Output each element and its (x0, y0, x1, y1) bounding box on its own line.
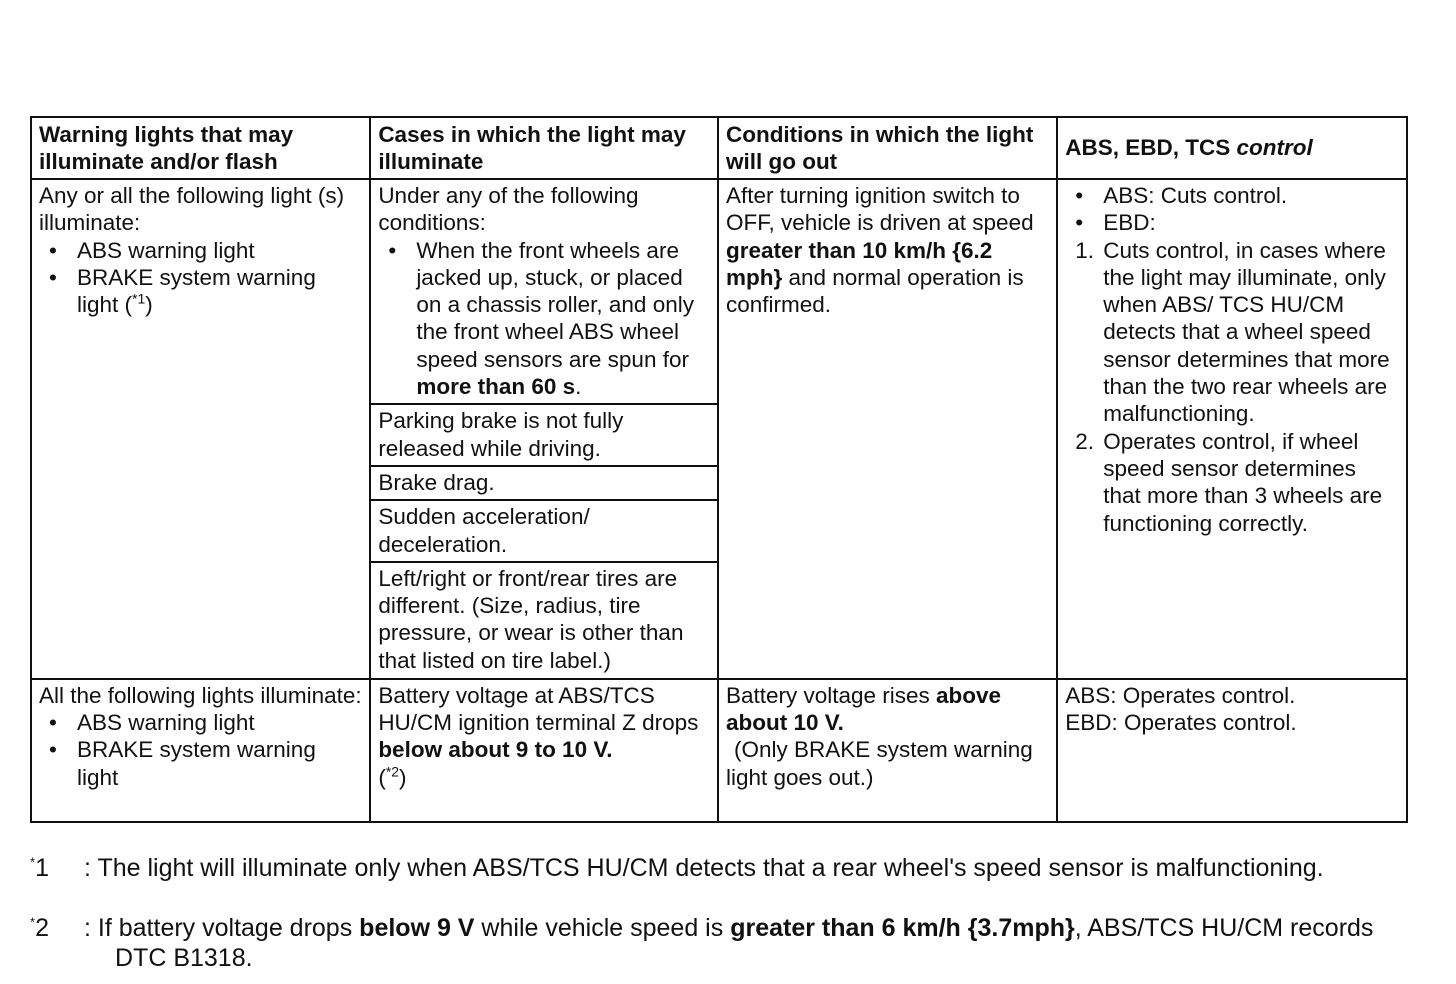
row2-condition-bold: above about 10 V. (725, 682, 1002, 736)
warning-light-table (30, 116, 1408, 823)
footnote-bold: greater than 6 km/h {3.7mph} (730, 914, 1075, 942)
footnote-number: 1 (35, 854, 49, 882)
row1-control-cell (1057, 179, 1407, 679)
row1-condition-text: After turning ignition switch to OFF, vehicle is driven at speed (725, 183, 1034, 236)
footnote-separator: : (84, 854, 98, 882)
row1-warning-intro: Any or all the following light (s) illuminate: (39, 183, 345, 236)
footnote-asterisk: * (30, 854, 36, 870)
row1-warning-cell (31, 179, 370, 679)
row1-case5-cell: Left/right or front/rear tires are different. (Size, radius, tire pressure, or wear is other than that listed on tire label.) (370, 562, 718, 679)
header-warning-lights: Warning lights that may illuminate and/or flash (31, 117, 370, 179)
row1-case3-cell: Brake drag. (370, 466, 718, 500)
row1-case1-list (378, 237, 710, 401)
list-number: 1. (1075, 237, 1095, 263)
list-item (1065, 428, 1399, 537)
row1-control-bullets (1065, 182, 1399, 237)
footnote-bold: below 9 V (359, 914, 475, 942)
footnote-mark (30, 853, 80, 883)
list-item: • ABS warning light (39, 709, 362, 736)
row1-condition-bold: greater than 10 km/h {6.2 mph} (725, 237, 993, 290)
footnote-body: The light will illuminate only when ABS/TCS HU/CM detects that a rear wheel's speed sensor is malfunctioning. (97, 854, 1324, 882)
row1-case1-end: . (575, 374, 582, 400)
row2-warning-cell (31, 679, 370, 822)
row1-condition-cell (718, 179, 1057, 679)
header-control-italic: control (1236, 135, 1313, 161)
list-item (39, 264, 362, 319)
row1-case1-cell (370, 179, 718, 404)
row2-case-cell (370, 679, 718, 822)
table-row (31, 179, 1407, 404)
row1-warning-list (39, 237, 362, 319)
row1-control-num2: Operates control, if wheel speed sensor determines that more than 3 wheels are functioning correctly. (1103, 428, 1383, 536)
footnote-body: while vehicle speed is (474, 914, 731, 942)
row1-control-num1: Cuts control, in cases where the light may illuminate, only when ABS/ TCS HU/CM detects that a wheel speed sensor determines that more than the two rear wheels are malfunctioning. (1103, 237, 1390, 427)
footnote-body: , ABS/TCS HU/CM records DTC B1318. (115, 914, 1374, 972)
header-control-label: ABS, EBD, TCS (1065, 135, 1237, 161)
footnote-mark (30, 913, 80, 943)
table-row (31, 679, 1407, 822)
list-item: • EBD: (1065, 209, 1399, 236)
row2-case-close: ) (399, 764, 407, 790)
row1-condition-end: and normal operation is confirmed. (725, 264, 1024, 318)
row2-control-line1: ABS: Operates control. (1065, 682, 1296, 708)
row1-case1-intro: Under any of the following conditions: (378, 183, 639, 236)
row2-control-line2: EBD: Operates control. (1065, 710, 1297, 736)
row1-case2-cell: Parking brake is not fully released while driving. (370, 404, 718, 466)
footnote-separator: : (84, 914, 98, 942)
footnote-body: If battery voltage drops (97, 914, 360, 942)
row1-warning-item2-close: ) (145, 292, 153, 318)
list-item: • ABS: Cuts control. (1065, 182, 1399, 209)
footnote-ref: *1 (132, 290, 146, 307)
footnote-number: 2 (35, 914, 49, 942)
row1-case1-text: When the front wheels are jacked up, stuck, or placed on a chassis roller, and only the front wheel ABS wheel speed sensors are spun for (416, 237, 694, 372)
header-control (1057, 117, 1407, 179)
table-header-row (31, 117, 1407, 179)
footnote-text (84, 853, 1424, 883)
row2-condition-cell (718, 679, 1057, 822)
row2-case-open: ( (378, 764, 386, 790)
row2-case-text: Battery voltage at ABS/TCS HU/CM ignition terminal Z drops (378, 682, 699, 736)
row2-control-cell (1057, 679, 1407, 822)
row2-warning-list (39, 709, 362, 791)
row1-warning-item2: BRAKE system warning light ( (77, 264, 316, 318)
row1-case4-cell: Sudden acceleration/ deceleration. (370, 500, 718, 562)
row1-control-numbered (1065, 237, 1399, 537)
header-conditions: Conditions in which the light will go out (718, 117, 1057, 179)
list-item: • ABS warning light (39, 237, 362, 264)
header-cases: Cases in which the light may illuminate (370, 117, 718, 179)
list-item (378, 237, 710, 401)
row2-condition-note: (Only BRAKE system warning light goes out.) (725, 737, 1033, 790)
list-item (1065, 237, 1399, 428)
footnote-ref: *2 (385, 763, 400, 780)
row2-case-bold: below about 9 to 10 V. (378, 737, 613, 763)
row1-case1-bold: more than 60 s (416, 374, 576, 400)
list-number: 2. (1075, 428, 1095, 454)
list-item: • BRAKE system warning light (39, 736, 362, 791)
footnote-asterisk: * (30, 914, 36, 930)
footnote-text (84, 913, 1424, 973)
row2-warning-intro: All the following lights illuminate: (39, 682, 362, 708)
row2-condition-text: Battery voltage rises (725, 682, 937, 708)
